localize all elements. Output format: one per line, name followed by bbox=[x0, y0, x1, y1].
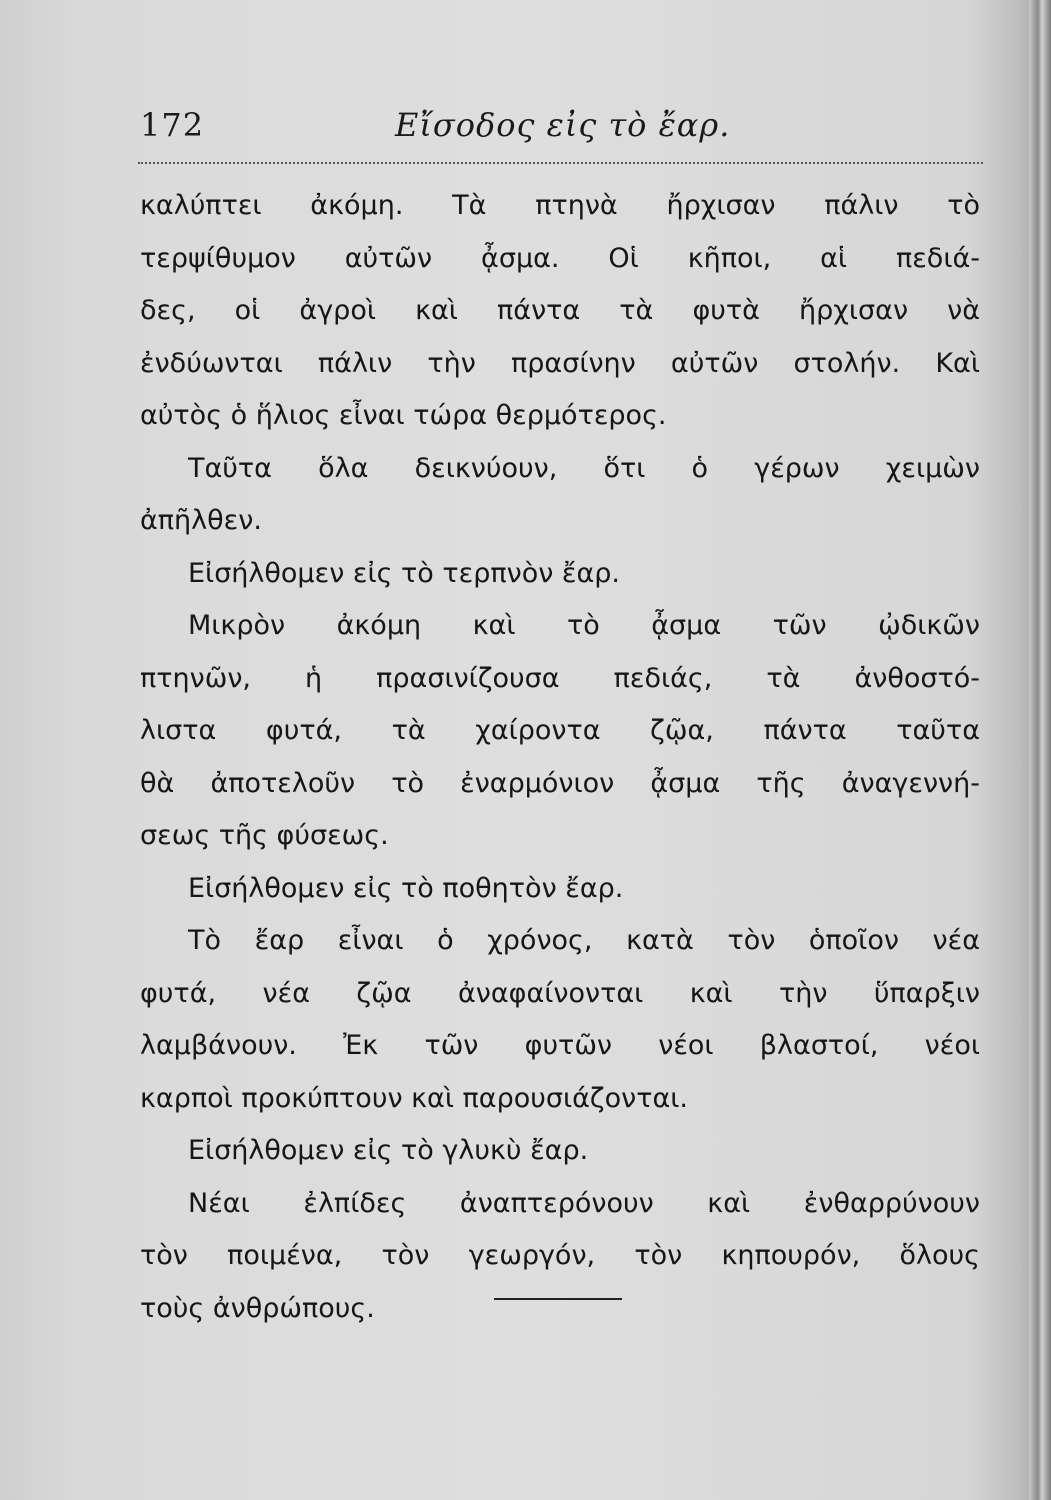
running-title: Εἴσοδος εἰς τὸ ἔαρ. bbox=[395, 106, 731, 144]
text-line: αὐτὸς ὁ ἥλιος εἶναι τώρα θερμότερος. bbox=[140, 400, 667, 431]
text-line: σεως τῆς φύσεως. bbox=[140, 820, 389, 851]
text-line: πτηνῶν, ἡ πρασινίζουσα πεδιάς, τὰ ἀνθοστό- bbox=[140, 662, 980, 694]
text-line: λαμβάνουν. Ἐκ τῶν φυτῶν νέοι βλαστοί, νέοι bbox=[140, 1030, 980, 1061]
end-of-section-rule bbox=[494, 1298, 622, 1300]
text-line: τοὺς ἀνθρώπους. bbox=[140, 1292, 375, 1324]
page-header bbox=[140, 100, 970, 150]
text-line: Μικρὸν ἀκόμη καὶ τὸ ᾆσμα τῶν ᾠδικῶν bbox=[188, 610, 980, 641]
text-line: Νέαι ἐλπίδες ἀναπτερόνουν καὶ ἐνθαρρύνουν bbox=[188, 1187, 980, 1219]
text-line: ἐνδύωνται πάλιν τὴν πρασίνην αὐτῶν στολήν. Καὶ bbox=[140, 347, 980, 379]
text-line: φυτά, νέα ζῷα ἀναφαίνονται καὶ τὴν ὕπαρξιν bbox=[140, 977, 980, 1009]
text-line: ἀπῆλθεν. bbox=[140, 505, 262, 536]
text-line: καρποὶ προκύπτουν καὶ παρουσιάζονται. bbox=[140, 1082, 688, 1114]
text-line: τὸν ποιμένα, τὸν γεωργόν, τὸν κηπουρόν, ὅλους bbox=[140, 1240, 980, 1271]
text-line: Τὸ ἔαρ εἶναι ὁ χρόνος, κατὰ τὸν ὁποῖον νέα bbox=[188, 925, 980, 956]
text-line: Ταῦτα ὅλα δεικνύουν, ὅτι ὁ γέρων χειμὼν bbox=[188, 452, 980, 484]
header-rule bbox=[138, 162, 983, 164]
text-line: δες, οἱ ἀγροὶ καὶ πάντα τὰ φυτὰ ἤρχισαν νὰ bbox=[140, 295, 980, 326]
body-text bbox=[140, 180, 980, 1335]
page-number: 172 bbox=[140, 106, 205, 144]
text-line: Εἰσήλθομεν εἰς τὸ τερπνὸν ἔαρ. bbox=[188, 557, 621, 589]
text-line: λιστα φυτά, τὰ χαίροντα ζῷα, πάντα ταῦτα bbox=[140, 715, 980, 746]
text-line: Εἰσήλθομεν εἰς τὸ ποθητὸν ἔαρ. bbox=[188, 872, 624, 904]
text-line: καλύπτει ἀκόμη. Τὰ πτηνὰ ἤρχισαν πάλιν τὸ bbox=[140, 190, 980, 221]
text-line: θὰ ἀποτελοῦν τὸ ἐναρμόνιον ᾆσμα τῆς ἀναγεννή- bbox=[140, 767, 980, 799]
page-binding-edge bbox=[1029, 0, 1051, 1500]
text-line: τερψίθυμον αὐτῶν ᾆσμα. Οἱ κῆποι, αἱ πεδιά- bbox=[140, 242, 980, 274]
text-line: Εἰσήλθομεν εἰς τὸ γλυκὺ ἔαρ. bbox=[188, 1135, 589, 1166]
